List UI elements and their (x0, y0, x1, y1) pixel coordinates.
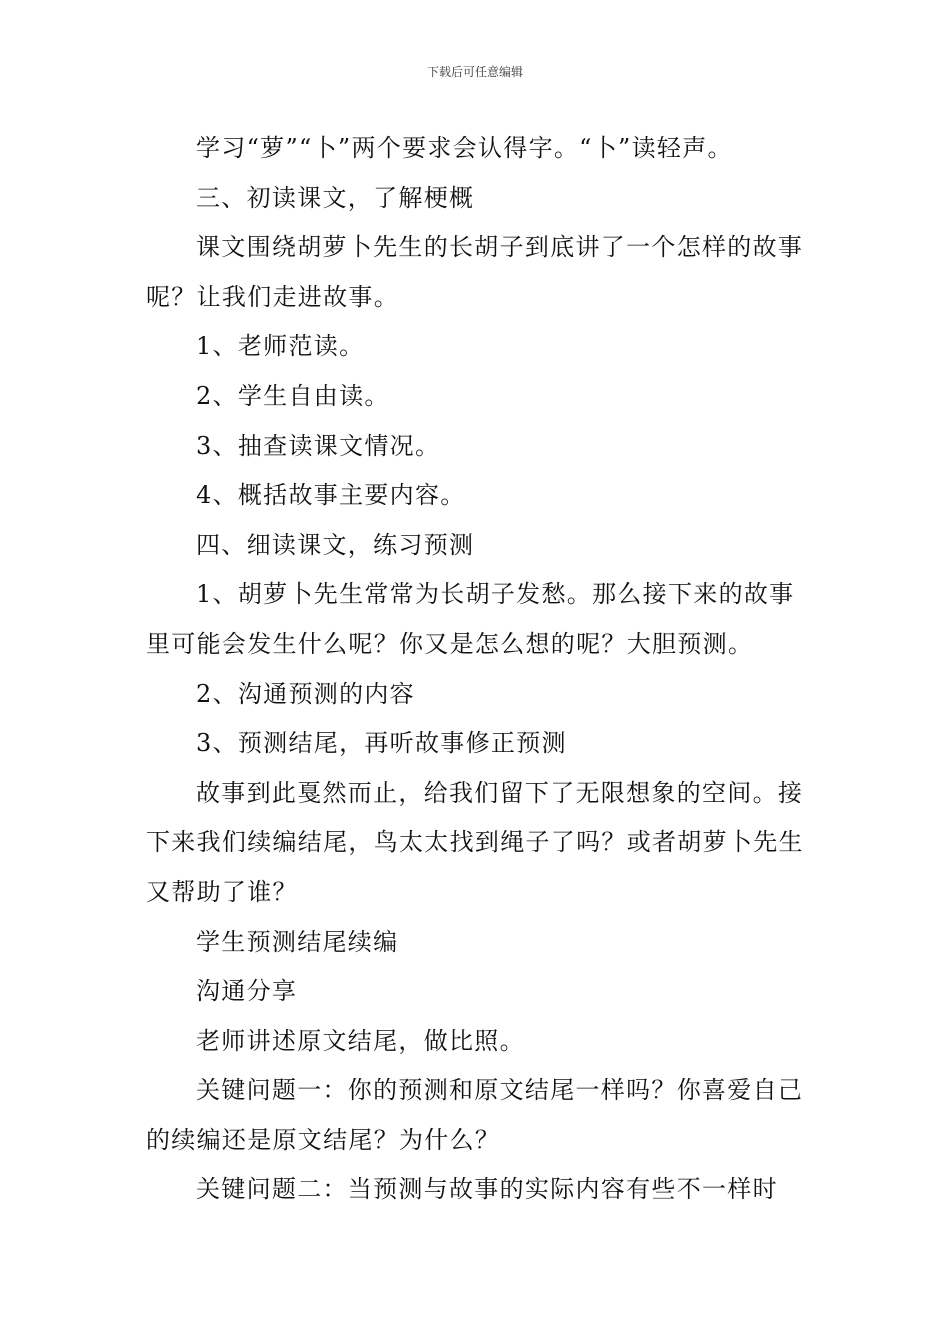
list-item: 1、老师范读。 (196, 332, 365, 361)
list-item: 3、预测结尾，再听故事修正预测 (196, 729, 567, 758)
paragraph: 沟通分享 (196, 977, 298, 1006)
section-heading: 三、初读课文，了解梗概 (196, 183, 475, 212)
paragraph: 学习“萝”“卜”两个要求会认得字。“卜”读轻声。 (196, 134, 733, 162)
paragraph: 学生预测结尾续编 (196, 927, 399, 956)
paragraph: 关键问题一：你的预测和原文结尾一样吗？你喜爱自己的续编还是原文结尾？为什么？ (146, 1076, 804, 1154)
list-item: 1、胡萝卜先生常常为长胡子发愁。那么接下来的故事里可能会发生什么呢？你又是怎么想的呢？大胆预测。 (146, 580, 795, 658)
paragraph: 关键问题二：当预测与故事的实际内容有些不一样时 (196, 1175, 778, 1204)
paragraph: 故事到此戛然而止，给我们留下了无限想象的空间。接下来我们续编结尾，鸟太太找到绳子了吗？或者胡萝卜先生又帮助了谁？ (146, 778, 804, 906)
page-header: 下载后可任意编辑 (426, 65, 523, 79)
list-item: 4、概括故事主要内容。 (196, 481, 466, 510)
list-item: 2、学生自由读。 (196, 381, 390, 410)
section-heading: 四、细读课文，练习预测 (196, 530, 475, 559)
document-body (146, 124, 811, 1215)
list-item: 2、沟通预测的内容 (196, 679, 415, 708)
list-item: 3、抽查读课文情况。 (196, 431, 441, 460)
paragraph: 老师讲述原文结尾，做比照。 (196, 1026, 525, 1055)
paragraph: 课文围绕胡萝卜先生的长胡子到底讲了一个怎样的故事呢？让我们走进故事。 (146, 233, 804, 311)
